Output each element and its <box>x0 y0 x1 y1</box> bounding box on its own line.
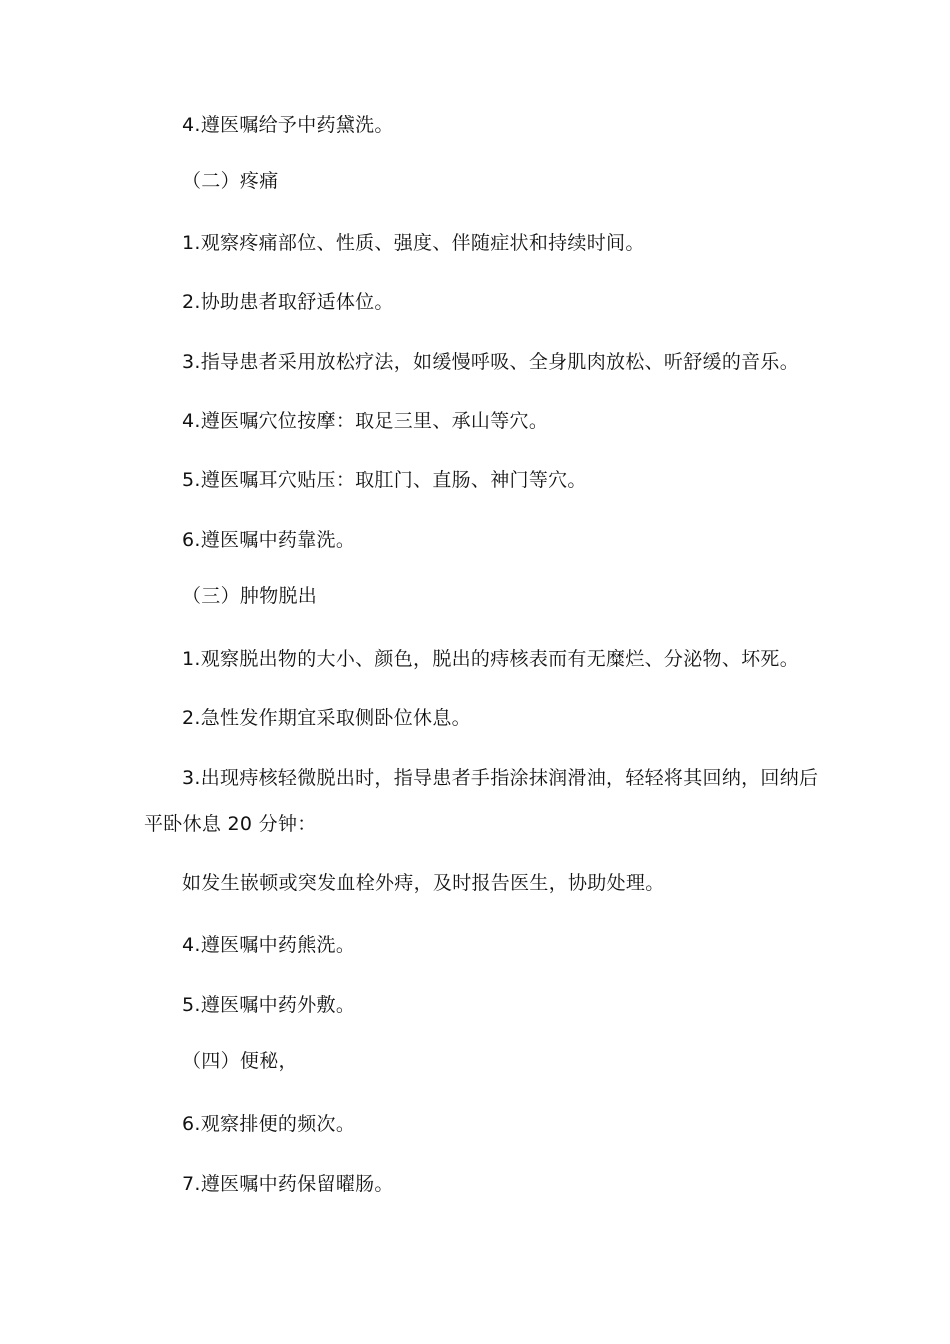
paragraph-line: 3.出现痔核轻微脱出时，指导患者手指涂抹润滑油，轻轻将其回纳，回纳后 <box>182 767 819 789</box>
section-heading: （四）便秘， <box>182 1050 298 1072</box>
paragraph-continuation: 平卧休息 20 分钟： <box>144 813 317 835</box>
paragraph-line: 4.遵医嘱给予中药黛洗。 <box>182 114 394 136</box>
paragraph-line: 6.观察排便的频次。 <box>182 1113 356 1135</box>
paragraph-line: 3.指导患者采用放松疗法，如缓慢呼吸、全身肌肉放松、听舒缓的音乐。 <box>182 351 800 373</box>
paragraph-line: 4.遵医嘱穴位按摩：取足三里、承山等穴。 <box>182 410 549 432</box>
paragraph-line: 2.急性发作期宜采取侧卧位休息。 <box>182 707 471 729</box>
paragraph-line: 如发生嵌顿或突发血栓外痔，及时报告医生，协助处理。 <box>182 872 665 894</box>
section-heading: （二）疼痛 <box>182 170 279 192</box>
paragraph-line: 5.遵医嘱耳穴贴压：取肛门、直肠、神门等穴。 <box>182 469 587 491</box>
section-heading: （三）肿物脱出 <box>182 585 318 607</box>
paragraph-line: 1.观察疼痛部位、性质、强度、伴随症状和持续时间。 <box>182 232 645 254</box>
paragraph-line: 4.遵医嘱中药熊洗。 <box>182 934 356 956</box>
paragraph-line: 1.观察脱出物的大小、颜色，脱出的痔核表而有无糜烂、分泌物、坏死。 <box>182 648 800 670</box>
paragraph-line: 2.协助患者取舒适体位。 <box>182 291 394 313</box>
paragraph-line: 5.遵医嘱中药外敷。 <box>182 994 356 1016</box>
paragraph-line: 7.遵医嘱中药保留曜肠。 <box>182 1173 394 1195</box>
paragraph-line: 6.遵医嘱中药靠洗。 <box>182 529 356 551</box>
